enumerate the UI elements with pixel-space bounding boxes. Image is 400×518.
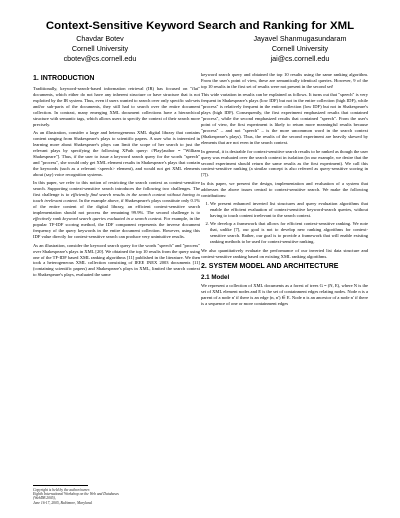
footnote-rule xyxy=(33,485,88,486)
copyright-line: June 16-17, 2005, Baltimore, Maryland. xyxy=(33,500,93,505)
right-column xyxy=(201,72,368,310)
paragraph: As an illustration, consider the keyword search query for the words "speech" and "process" over Shakespeare's plays in XML [20]. We obtained the top 10 results from the query using one of the TF-IDF based XML ranking algorithms [11] published in the literature. We then took a heterogeneous XML collection consisting of IEEE INEX 2003 documents [11] (containing scientific papers) and Shakespeare's plays in XML, limited the search context to Shakespeare's plays, evaluated the same xyxy=(33,242,200,278)
contributions-list xyxy=(201,201,368,245)
paragraph: In general, it is desirable for context-sensitive search results to be ranked as though the user query was evaluated over the search context in isolation (in our example, we desire that the second experiment should return the same results as the first experiment). We call this context-sensitive ranking (a similar concept is also referred as query-sensitive scoring in [7]). xyxy=(201,148,368,178)
paragraph: We also quantitatively evaluate the performance of our inverted list data structure and context-sensitive ranking based on existing XML ranking algorithms. xyxy=(201,247,368,259)
subsection-heading-model: 2.1 Model xyxy=(201,274,230,282)
author-block-2 xyxy=(200,34,400,65)
author-email: jai@cs.cornell.edu xyxy=(270,54,330,64)
copyright-line: Eighth International Workshop on the Web and Databases xyxy=(33,491,119,496)
copyright-line: (WebDB 2005), xyxy=(33,496,56,501)
paper-title: Context-Sensitive Keyword Search and Ranking for XML xyxy=(45,20,355,32)
left-column xyxy=(33,72,200,281)
author-name: Jayavel Shanmugasundaram xyxy=(253,34,347,43)
paragraph xyxy=(33,180,200,240)
author-affiliation: Cornell University xyxy=(71,44,129,54)
paragraph: We represent a collection of XML documents as a forest of trees G = (N, E), where N is the set of XML element nodes and E is the set of containment edges relating nodes. Node n is a parent of a node n' if there is an edge (n, n') ∈ E. Node n is an ancestor of a node n' if there is a sequence of one or more containment edges xyxy=(201,283,368,307)
copyright-line: Copyright is held by the author/owner. xyxy=(33,487,90,492)
author-affiliation: Cornell University xyxy=(271,44,329,54)
author-block-1 xyxy=(0,34,200,65)
paragraph: In this paper, we present the design, implementation and evaluation of a system that addresses the above issues central to context-sensitive search. We make the following contributions: xyxy=(201,180,368,198)
emphasis-text: efficiently find search results in the search context without having to touch irrelevant content. xyxy=(33,192,200,204)
section-heading-system-model: 2. SYSTEM MODEL AND ARCHITECTURE xyxy=(201,263,339,271)
text-run: In the example above, if Shakespeare's plays constitute only 0.1% of the entire content of the digital library, an efficient context-sensitive search implementation should not process the remaining 99.9%. The second challenge is to xyxy=(33,198,200,216)
paragraph: This wide variation in results can be explained as follows. It turns out that "speech" is very frequent in Shakespeare's plays (low IDF) but not in the entire collection (high IDF), while "process" is relatively frequent in the entire collection (low IDF) but not in Shakespeare's plays (high IDF). Consequently, the first experiment emphasized results that contained "process", while the second emphasized results that contained "speech". From the user's point of view, the first experiment is likely to return more meaningful results because "process" – and not "speech" – is the more uncommon word in the search context (Shakespeare's plays). Thus, the results of the second experiment are heavily skewed by elements that are not even in the search context. xyxy=(201,92,368,146)
paragraph: As an illustration, consider a large and heterogeneous XML digital library that contains content ranging from Shakespeare's plays to scientific papers. A user who is interested in learning more about Shakespeare's plays can limit the scope of her search to just the relevant plays by specifying the following XPath query: //Play[author = "William Shakespeare"]. Thus, if the user to issue a keyword search query for the words "speech" and "process", she would only get XML element results in Shakespeare's plays that contain the keywords (such as a relevant <speech> element), and would not get XML elements about (say) voice recognition systems. xyxy=(33,130,200,177)
text-run: For example, in the popular TF-IDF scoring method, the IDF component represents the inverse document frequency of the query keywords in the entire document collection. However, using this IDF value directly for context-sensitive search can produce very unintuitive results. xyxy=(33,216,200,240)
author-name: Chavdar Botev xyxy=(76,34,124,43)
list-item: 2. We develop a framework that allows for efficient context-sensitive ranking. We note that, unlike [7], our goal is not to develop new ranking algorithms for context-sensitive search. Rather, our goal is to provide a framework that will enable existing ranking methods to be used for context-sensitive ranking. xyxy=(210,221,368,245)
list-item: 1. We present enhanced inverted list structures and query evaluation algorithms that enable the efficient evaluation of context-sensitive keyword-search queries, without having to touch content irrelevant to the search context. xyxy=(210,201,368,219)
author-email: cbotev@cs.cornell.edu xyxy=(63,54,137,64)
paragraph: Traditionally, keyword-search-based information retrieval (IR) has focused on "flat" documents, which either do not have any inherent structure or have structure that is not exploited by the IR system. Thus, even if users wanted to search over only specific sub-sets and/or sub-parts of the documents, they still had to search over the entire document collection. In contrast, many emerging XML document collections have a hierarchical structure with semantic tags, which allows users to specify the context of their search more precisely. xyxy=(33,86,200,127)
paragraph: keyword search query and obtained the top 10 results using the same ranking algorithm. From the user's point of view, these are semantically identical queries. However, 9 of the top 10 results in the first set of results were not present in the second set! xyxy=(201,72,368,89)
copyright-notice xyxy=(33,485,200,505)
text-run: In this paper, we refer to this notion of restricting the search context as context-sensitive search. Supporting context-sensitive search introduces the following two challenges. The first challenge is to xyxy=(33,180,200,198)
emphasis-text: effectively rank keyword search queries evaluated in a search context. xyxy=(33,216,163,222)
section-heading-introduction: 1. INTRODUCTION xyxy=(33,75,95,82)
